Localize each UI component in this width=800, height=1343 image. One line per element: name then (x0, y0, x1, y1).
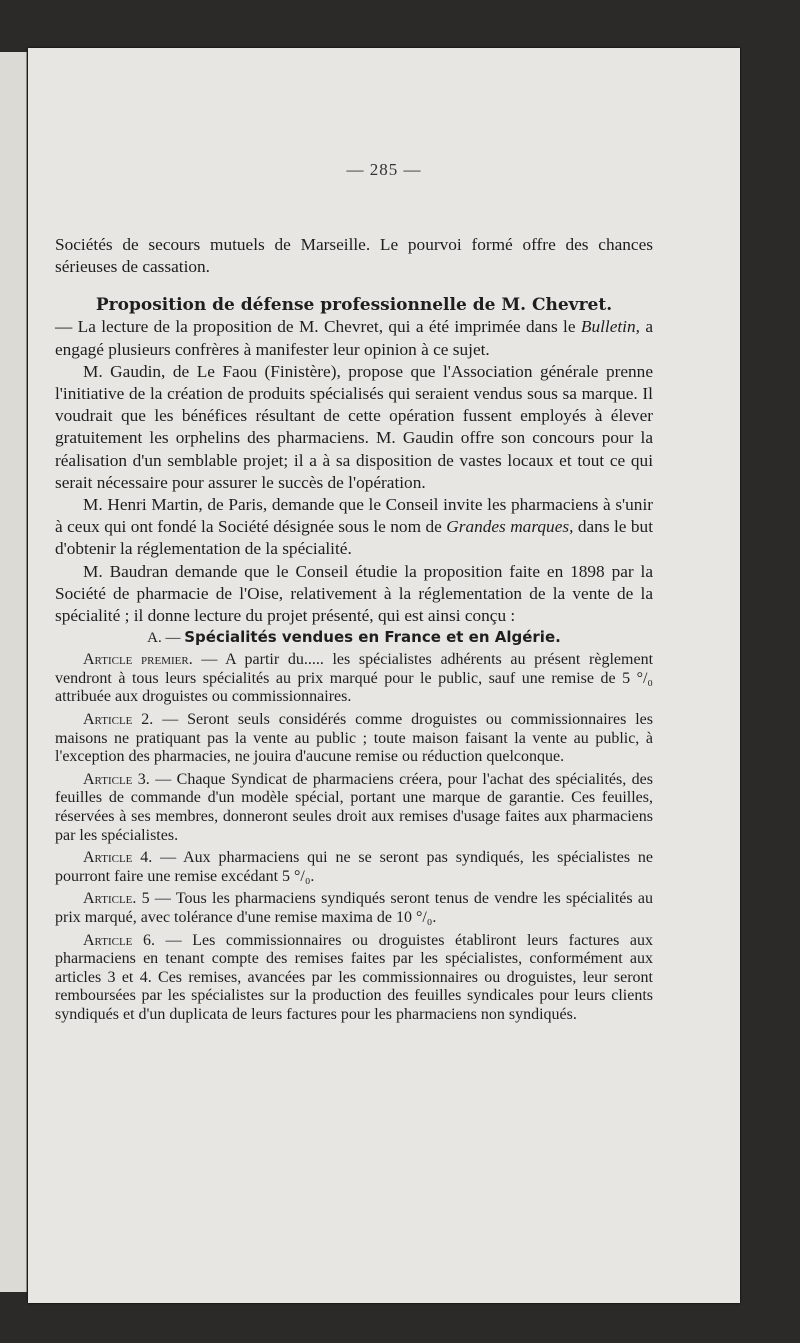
paragraph-4: M. Baudran demande que le Conseil étudie la proposition faite en 1898 par la Société de pharmacie de l'Oise, relativement à la réglementation de la vente de la spécialité ; il donne lecture du projet présenté, qui est ainsi conçu : (55, 561, 653, 626)
article-3-text: — Chaque Syndicat de pharmaciens créera, pour l'achat des spécialités, des feuilles de commande d'un modèle spécial, portant une marque de garantie. Ces feuilles, réservées à ses membres, donneront seules droit aux remises d'usage faites aux pharmaciens par les spécialistes. (55, 770, 653, 844)
paragraph-3-text-b: dans le but d'obtenir la réglementation de la spécialité. (55, 517, 654, 559)
article-4-label: Article 4. (83, 849, 153, 867)
article-5 (55, 890, 653, 927)
article-6-label: Article 6. (83, 931, 155, 949)
adjacent-page-edge (0, 52, 27, 1292)
grandes-marques-italic: Grandes marques, (446, 517, 574, 537)
article-2-label: Article 2. (83, 711, 154, 729)
subsection-title: Spécialités vendues en France et en Algérie. (184, 628, 561, 647)
subsection-heading (55, 627, 653, 648)
paragraph-2: M. Gaudin, de Le Faou (Finistère), propose que l'Association générale prenne l'initiative de la création de produits spécialisés qui seraient vendus sous sa marque. Il voudrait que les bénéfices résultant de cette opération fussent employés à élever gratuitement les orphelins des pharmaciens. M. Gaudin offre son concours pour la réalisation d'un semblable projet; il a à sa disposition de vastes locaux et tout ce qui serait nécessaire pour assurer le succès de l'opération. (55, 361, 653, 492)
subsection-prefix: A. — (147, 630, 185, 647)
paragraph-1-text-b: a engagé plusieurs confrères à manifester leur opinion à ce sujet. (55, 317, 653, 359)
document-page (28, 48, 740, 1303)
paragraph-1-text-a: — La lecture de la proposition de M. Chevret, qui a été imprimée dans le (55, 317, 581, 337)
article-1 (55, 651, 653, 707)
article-1-label: Article premier. (83, 651, 193, 669)
intro-paragraph: Sociétés de secours mutuels de Marseille. Le pourvoi formé offre des chances sérieuses de cassation. (55, 235, 653, 277)
article-2-text: — Seront seuls considérés comme droguistes ou commissionnaires les maisons ne pratiquant pas la vente au public ; toute maison faisant la vente au public, à l'exception des pharmacies, ne jouira d'aucune remise ou réduction quelconque. (55, 711, 654, 766)
article-6 (55, 932, 653, 1025)
article-6-text: — Les commissionnaires ou droguistes établiront leurs factures aux pharmaciens en tenant compte des remises faites par les spécialistes, conformément aux articles 3 et 4. Ces remises, avancées par les commissionnaires ou droguistes, leur seront remboursées par les spécialistes sur la production des feuilles syndicales pour leurs clients syndiqués et d'un duplicata de leurs factures pour les pharmaciens non syndiqués. (55, 931, 654, 1023)
paragraph-3 (55, 494, 653, 561)
paragraph-3-text-a: M. Henri Martin, de Paris, demande que le Conseil invite les pharmaciens à s'unir à ceux qui ont fondé la Société désignée sous le nom de (55, 495, 653, 537)
article-1-text: — A partir du..... les spécialistes adhérents au présent règlement vendront à tous leurs spécialités au prix marqué pour le public, sauf une remise de 5 °/₀ attribuée aux droguistes ou commissionnaires. (55, 651, 654, 706)
page-number: — 285 — (346, 160, 422, 179)
article-2 (55, 711, 653, 767)
page-body (55, 158, 653, 1029)
section-heading: Proposition de défense professionnelle de M. Chevret. (95, 295, 613, 316)
article-3 (55, 771, 653, 845)
article-4 (55, 849, 653, 886)
bulletin-italic: Bulletin, (580, 317, 640, 337)
article-5-label: Article. 5 (83, 890, 150, 908)
article-5-text: — Tous les pharmaciens syndiqués seront tenus de vendre les spécialités au prix marqué, avec tolérance d'une remise maxima de 10 °/₀. (55, 890, 653, 926)
article-4-text: — Aux pharmaciens qui ne se seront pas syndiqués, les spécialistes ne pourront faire une remise excédant 5 °/₀. (55, 849, 654, 885)
paragraph-1 (55, 316, 653, 360)
article-3-label: Article 3. (83, 770, 150, 788)
